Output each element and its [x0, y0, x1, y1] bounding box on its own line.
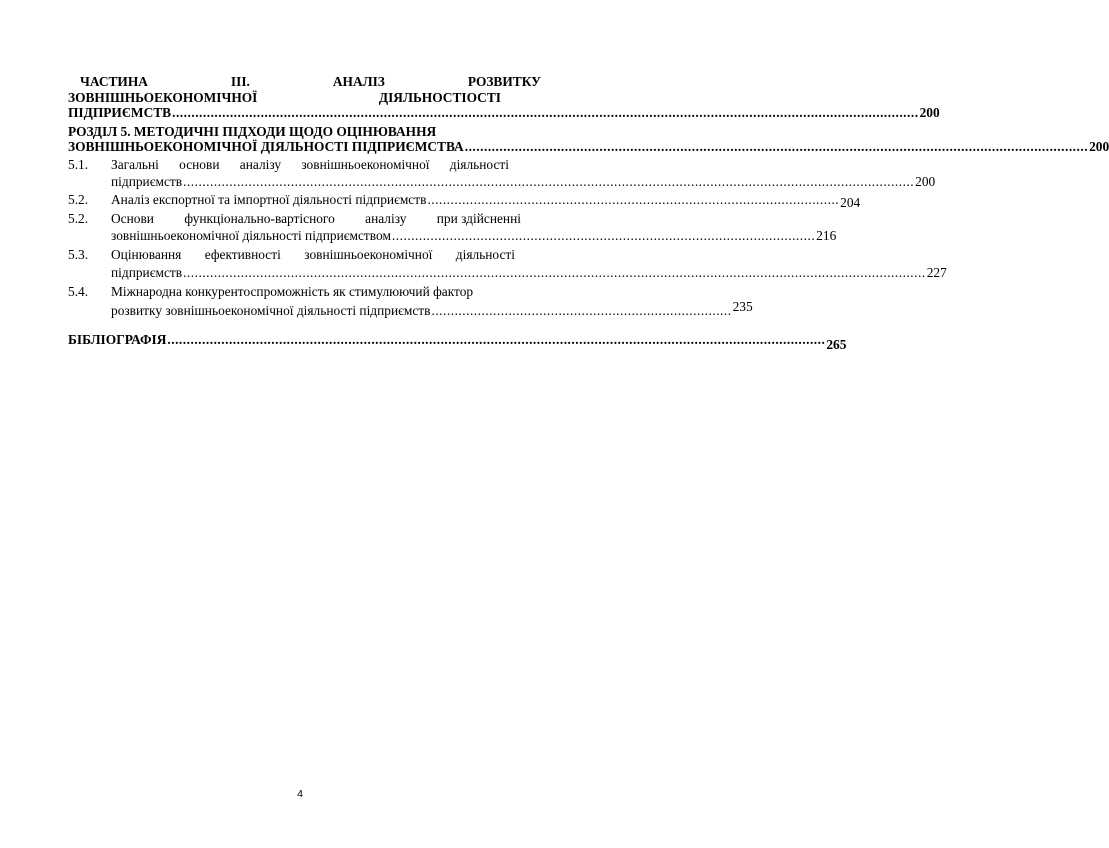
entry-word: аналізу	[239, 156, 282, 172]
entry-line-1	[111, 247, 515, 263]
entry-number: 5.2.	[68, 191, 89, 207]
entry-number: 5.3.	[68, 247, 89, 262]
part-heading-line-3	[68, 105, 940, 121]
dot-leader: ..............................................................................	[431, 302, 732, 318]
entry-word: Основи	[111, 211, 154, 226]
entry-line-1	[111, 191, 861, 210]
entry-line-2	[111, 227, 837, 244]
part-heading-text: ПІДПРИЄМСТВ	[68, 105, 172, 120]
toc-entry	[68, 247, 947, 280]
dot-leader: ..................................................................................................................................................................................................	[172, 105, 919, 120]
entry-text: підприємств	[111, 264, 183, 280]
bibliography-label: БІБЛІОГРАФІЯ	[68, 332, 167, 347]
dot-leader: .................................................................................................................................................................................................	[183, 264, 926, 280]
entry-word: Оцінювання	[111, 247, 182, 262]
table-of-contents	[68, 74, 1109, 352]
page-ref: 204	[840, 194, 861, 210]
toc-entry	[68, 156, 936, 190]
entry-text: Міжнародна конкурентоспроможність як стимулюючий фактор	[111, 284, 474, 299]
page-ref: 200	[919, 105, 940, 120]
entry-line-1	[111, 211, 521, 227]
part-word: АНАЛІЗ	[332, 74, 385, 89]
entry-word: основи	[179, 156, 220, 172]
section-heading-text: ЗОВНІШНЬОЕКОНОМІЧНОЇ ДІЯЛЬНОСТІ ПІДПРИЄМСТВА	[68, 139, 464, 154]
entry-word: аналізу	[365, 211, 407, 226]
entry-word: зовнішньоекономічної	[304, 247, 433, 262]
section-heading-line-2	[68, 139, 1109, 155]
part-heading-line-2	[68, 90, 501, 106]
dot-leader: ...........................................................................................................................................................................	[167, 332, 826, 347]
dot-leader: ..................................................................................................................................................................	[464, 139, 1089, 154]
entry-number: 5.1.	[68, 156, 89, 172]
dot-leader: ..............................................................................................................	[391, 227, 816, 243]
entry-text: розвитку зовнішньоекономічної діяльності підприємств	[111, 302, 431, 318]
page-ref: 265	[826, 337, 847, 352]
entry-line-2	[111, 264, 947, 281]
section-heading-line-1	[68, 124, 541, 140]
entry-text: зовнішньоекономічної діяльності підприємством	[111, 227, 391, 243]
entry-word: при здійсненні	[436, 211, 521, 226]
part-word: ІІІ.	[230, 74, 250, 89]
entry-word: діяльності	[449, 156, 509, 172]
page-ref: 235	[732, 298, 753, 314]
toc-entry	[68, 211, 837, 243]
entry-number: 5.2.	[68, 211, 89, 226]
part-heading-line-1	[80, 74, 541, 90]
part-word: ЗОВНІШНЬОЕКОНОМІЧНОЇ	[68, 89, 258, 105]
dot-leader: ..............................................................................................................................................................................................	[183, 174, 915, 189]
page-ref: 216	[816, 227, 837, 243]
part-word: ДІЯЛЬНОСТІОСТІ	[378, 89, 501, 105]
part-word: ЧАСТИНА	[80, 74, 148, 89]
entry-word: зовнішньоекономічної	[301, 156, 430, 172]
entry-word: Загальні	[111, 156, 159, 172]
entry-number: 5.4.	[68, 284, 89, 299]
entry-word: ефективності	[204, 247, 281, 262]
entry-text: підприємств	[111, 174, 183, 189]
part-heading	[80, 74, 541, 90]
toc-entry	[68, 284, 753, 318]
page-ref: 227	[926, 264, 947, 280]
entry-line-2	[111, 298, 753, 319]
entry-word: функціонально-вартісного	[184, 211, 335, 226]
page-ref: 200	[915, 174, 936, 189]
bibliography-entry	[68, 332, 847, 352]
entry-line-1	[111, 157, 509, 173]
entry-text: Аналіз експортної та імпортної діяльності підприємств	[111, 191, 427, 207]
toc-entry	[68, 191, 861, 210]
part-word: РОЗВИТКУ	[467, 74, 541, 89]
page-number: 4	[297, 788, 303, 800]
dot-leader: ...........................................................................................................	[427, 191, 840, 207]
entry-line-2	[111, 174, 936, 190]
page-ref: 200	[1089, 139, 1109, 154]
section-heading-text: РОЗДІЛ 5. МЕТОДИЧНІ ПІДХОДИ ЩОДО ОЦІНЮВАННЯ	[68, 123, 437, 139]
entry-word: діяльності	[455, 247, 515, 262]
entry-line-1	[111, 284, 541, 300]
